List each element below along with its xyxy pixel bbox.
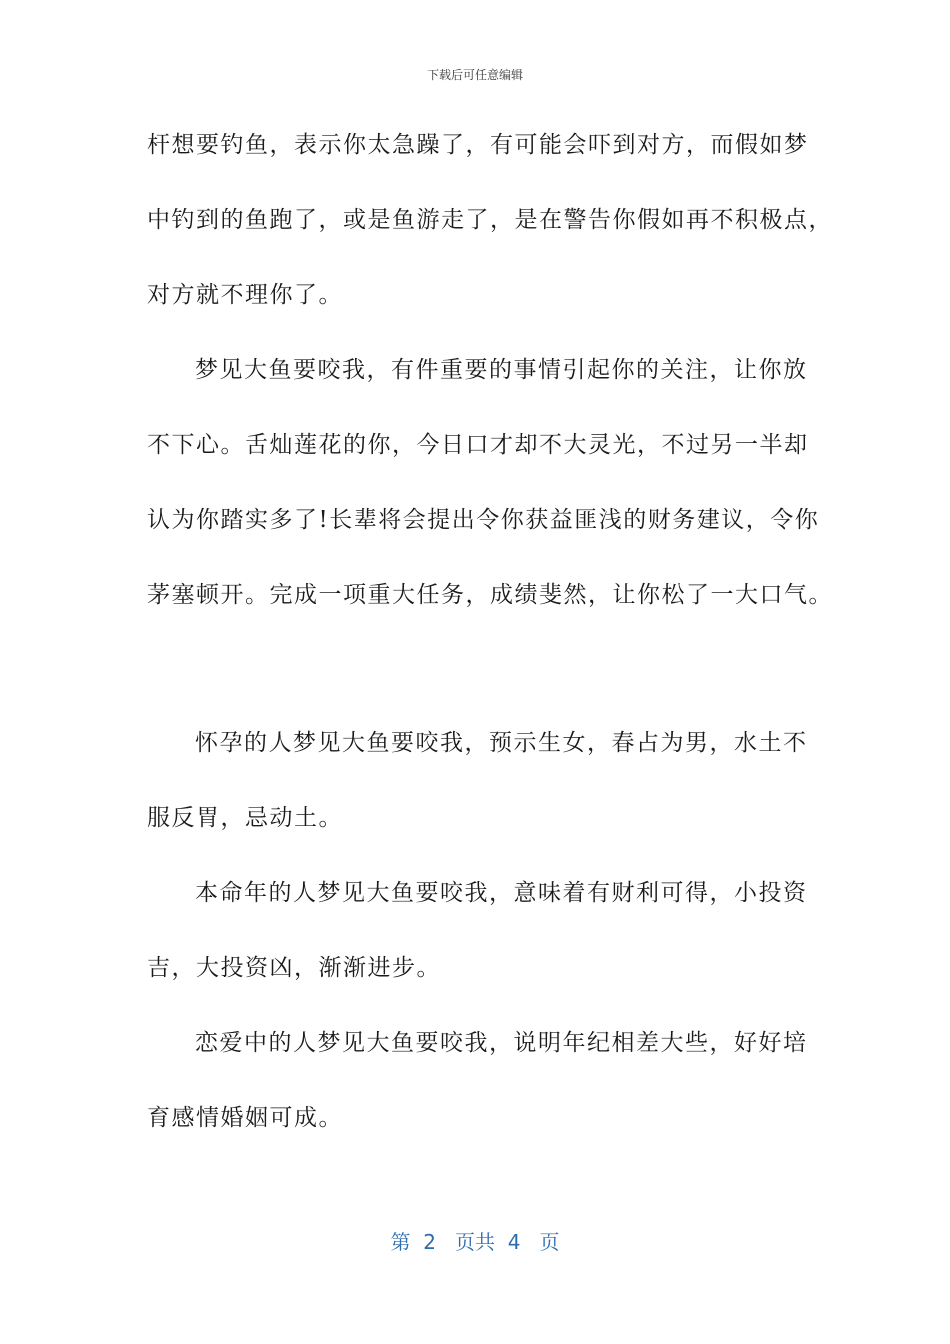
body-line: 认为你踏实多了!长辈将会提出令你获益匪浅的财务建议，令你 [147,507,820,533]
body-line: 杆想要钓鱼，表示你太急躁了，有可能会吓到对方，而假如梦 [147,132,809,158]
body-line: 吉，大投资凶，渐渐进步。 [147,955,441,981]
paragraph-start-line: 本命年的人梦见大鱼要咬我，意味着有财利可得，小投资 [195,880,808,906]
page-header: 下载后可任意编辑 [426,68,523,82]
paragraph-start-line: 怀孕的人梦见大鱼要咬我，预示生女，春占为男，水土不 [195,730,808,756]
paragraph-start-line: 梦见大鱼要咬我，有件重要的事情引起你的关注，让你放 [195,357,808,383]
body-line: 育感情婚姻可成。 [147,1105,343,1131]
body-line: 中钓到的鱼跑了，或是鱼游走了，是在警告你假如再不积极点， [147,207,833,233]
page-number-footer: 第 2 页共 4 页 [390,1230,560,1254]
body-line: 茅塞顿开。完成一项重大任务，成绩斐然，让你松了一大口气。 [147,582,833,608]
paragraph-start-line: 恋爱中的人梦见大鱼要咬我，说明年纪相差大些，好好培 [195,1030,808,1056]
body-line: 不下心。舌灿莲花的你，今日口才却不大灵光，不过另一半却 [147,432,809,458]
body-line: 服反胃，忌动土。 [147,805,343,831]
body-line: 对方就不理你了。 [147,282,343,308]
